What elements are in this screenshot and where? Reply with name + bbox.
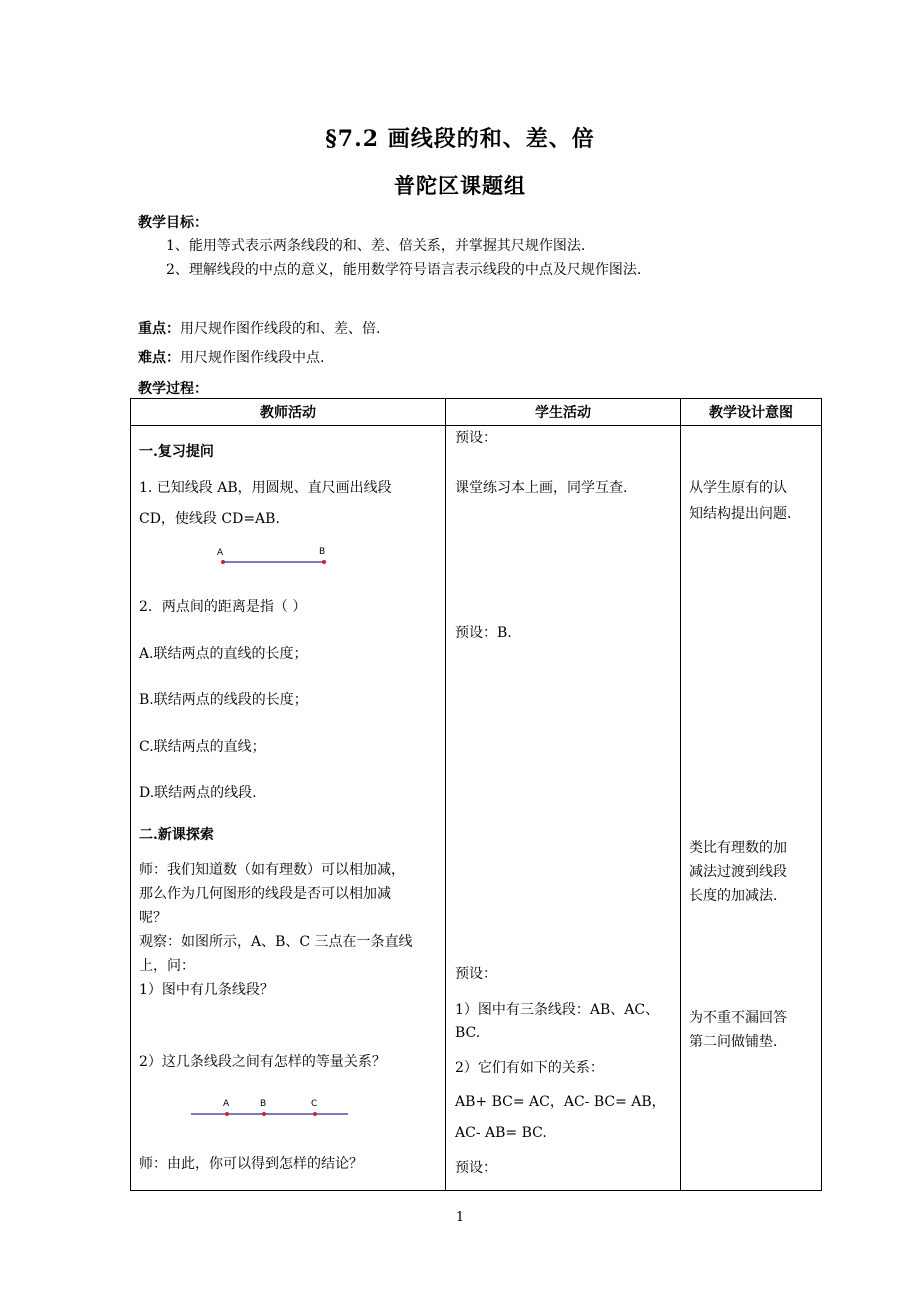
design-intent-cell [681,426,822,1191]
relation-line2: AC- AB= BC. [455,1125,547,1141]
ask-question2: 2）这几条线段之间有怎样的等量关系？ [139,1054,386,1070]
difficulty-label: 难点： [138,350,180,366]
point-c-dot [313,1112,317,1116]
intent2-line1: 类比有理数的加 [689,840,787,856]
answer2: 2）它们有如下的关系： [455,1060,604,1076]
point-b-dot [262,1112,266,1116]
header-design-intent: 教学设计意图 [681,399,822,426]
question1-line1: 1. 已知线段 AB，用圆规、直尺画出线段 [139,480,392,496]
header-student-activity: 学生活动 [446,399,681,426]
student-activity-cell [446,426,681,1191]
question1-line2: CD，使线段 CD=AB. [139,511,280,527]
point-b-dot [322,560,326,564]
option-d: D.联结两点的线段. [139,785,257,801]
objective-2: 2、理解线段的中点的意义，能用数学符号语言表示线段的中点及尺规作图法. [166,262,642,278]
key-point [138,318,380,338]
preset-2: 预设： [455,966,497,982]
intent2-line3: 长度的加减法. [689,888,778,904]
preset-1: 预设： [455,430,497,446]
option-b: B.联结两点的线段的长度； [139,692,308,708]
difficulty-text: 用尺规作图作线段中点. [180,350,325,366]
intro-line3: 呢？ [139,910,167,926]
intro-line1: 师：我们知道数（如有理数）可以相加减， [139,862,405,878]
header-teacher-activity: 教师活动 [131,399,446,426]
table-body-row [131,426,822,1191]
point-b-label: B [260,1099,267,1109]
section2-heading: 二.新课探索 [139,827,214,843]
lesson-plan-table [130,398,822,1191]
segment-ab-figure [211,542,341,572]
option-a: A.联结两点的直线的长度； [139,646,308,662]
teacher-activity-cell [131,426,446,1191]
point-c-label: C [311,1099,318,1109]
question2: 2．两点间的距离是指（ ） [139,599,307,615]
key-point-label: 重点： [138,321,180,337]
intro-line2: 那么作为几何图形的线段是否可以相加减 [139,886,391,902]
point-a-dot [221,560,225,564]
intent1-line2: 知结构提出问题. [689,506,792,522]
point-a-label: A [217,548,224,558]
intent1-line1: 从学生原有的认 [689,480,787,496]
objective-1: 1、能用等式表示两条线段的和、差、倍关系，并掌握其尺规作图法. [166,238,586,254]
intent3-line1: 为不重不漏回答 [689,1010,787,1026]
relation-line1: AB+ BC= AC，AC- BC= AB， [455,1094,666,1110]
point-a-label: A [223,1099,230,1109]
intent3-line2: 第二问做铺垫. [689,1034,778,1050]
intent2-line2: 减法过渡到线段 [689,864,787,880]
answer1-line1: 1）图中有三条线段：AB、AC、 [455,1002,660,1018]
conclusion-question: 师：由此，你可以得到怎样的结论？ [139,1156,363,1172]
point-b-label: B [319,547,326,557]
author-group: 普陀区课题组 [394,173,526,198]
process-label: 教学过程： [138,381,208,397]
ask-question1: 1）图中有几条线段？ [139,982,274,998]
difficulty [138,347,324,367]
section1-heading: 一.复习提问 [139,444,214,460]
objectives-label: 教学目标： [138,215,208,231]
page-number: 1 [455,1210,465,1225]
answer1-line2: BC. [455,1025,481,1041]
segment-abc-figure [186,1094,356,1124]
observe-line1: 观察：如图所示，A、B、C 三点在一条直线 [139,934,413,950]
option-c: C.联结两点的直线； [139,739,266,755]
point-a-dot [225,1112,229,1116]
lesson-title: §7.2 画线段的和、差、倍 [325,126,595,152]
table-header-row [131,399,822,426]
preset-3: 预设： [455,1160,497,1176]
preset-answer-b: 预设：B. [455,625,512,641]
key-point-text: 用尺规作图作线段的和、差、倍. [180,321,381,337]
practice-note: 课堂练习本上画，同学互查. [455,480,628,496]
observe-line2: 上，问： [139,958,195,974]
